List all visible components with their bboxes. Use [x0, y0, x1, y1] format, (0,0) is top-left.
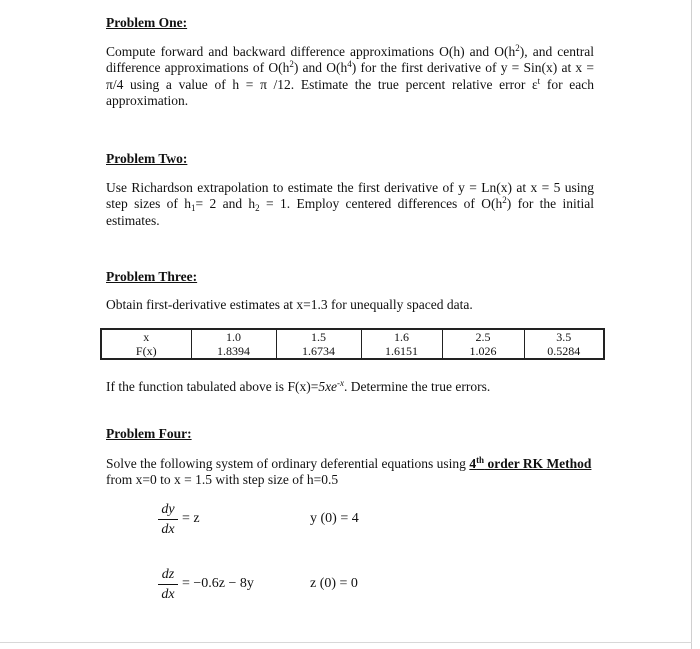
- problem-four-text: Solve the following system of ordinary deferential equations using 4th order RK Method from x=0 to x = 1.5 with step size of h=0.5: [106, 455, 592, 488]
- fraction-denominator: dx: [161, 522, 175, 537]
- table-cell: 1.5: [276, 329, 361, 344]
- equation-two-rhs: = −0.6z − 8y: [182, 576, 254, 591]
- table-cell: 3.5: [524, 329, 604, 344]
- problem-one-heading: Problem One:: [106, 15, 188, 30]
- table-row-fx: [101, 344, 604, 359]
- initial-condition-z: z (0) = 0: [310, 576, 358, 591]
- table-cell: 1.6734: [276, 344, 361, 359]
- dy-dx-fraction: [158, 501, 178, 538]
- table-row-x: [101, 329, 604, 344]
- table-cell: 2.5: [442, 329, 524, 344]
- table-cell: 0.5284: [524, 344, 604, 359]
- fraction-bar: [158, 519, 178, 520]
- table-cell: 1.8394: [191, 344, 276, 359]
- problem-one-text: Compute forward and backward difference approximations O(h) and $O(h^2)$, and central difference approximations of $O(h^2)$ and $O(h^4)$ for the first derivative of y = Sin(x) at x = π/4 using a value of h = π /12. Estimate the true percent relative error $\varepsilon^t$ for each approximation.: [106, 43, 594, 109]
- table-cell: 1.6151: [361, 344, 442, 359]
- problem-two-text: Use Richardson extrapolation to estimate the first derivative of y = Ln(x) at x = 5 using step sizes of $h_1= 2$ and $h_2 = 1$. Employ centered differences of $O(h^2)$ for the initial estimates.: [106, 180, 595, 228]
- initial-condition-y: y (0) = 4: [310, 511, 359, 526]
- table-cell: F(x): [101, 344, 191, 359]
- fraction-numerator: dz: [161, 567, 175, 582]
- table-cell: 1.026: [442, 344, 524, 359]
- problem-three-function-text: If the function tabulated above is $F(x)=5xe^{-x}$. Determine the true errors.: [106, 378, 491, 394]
- data-table: [100, 328, 605, 360]
- page-edge-bottom: [0, 642, 692, 643]
- fraction-numerator: dy: [161, 502, 175, 517]
- problem-three-heading: Problem Three:: [106, 269, 198, 284]
- table-cell: 1.6: [361, 329, 442, 344]
- dz-dx-fraction: [158, 566, 178, 603]
- fraction-bar: [158, 584, 178, 585]
- problem-four-heading: Problem Four:: [106, 426, 192, 441]
- equation-one-rhs: = z: [182, 511, 200, 526]
- table-cell: 1.0: [191, 329, 276, 344]
- problem-three-intro: Obtain first-derivative estimates at x=1.3 for unequally spaced data.: [106, 297, 473, 312]
- fraction-denominator: dx: [161, 587, 175, 602]
- page-edge-right: [691, 0, 692, 649]
- table-cell: x: [101, 329, 191, 344]
- problem-two-heading: Problem Two:: [106, 151, 188, 166]
